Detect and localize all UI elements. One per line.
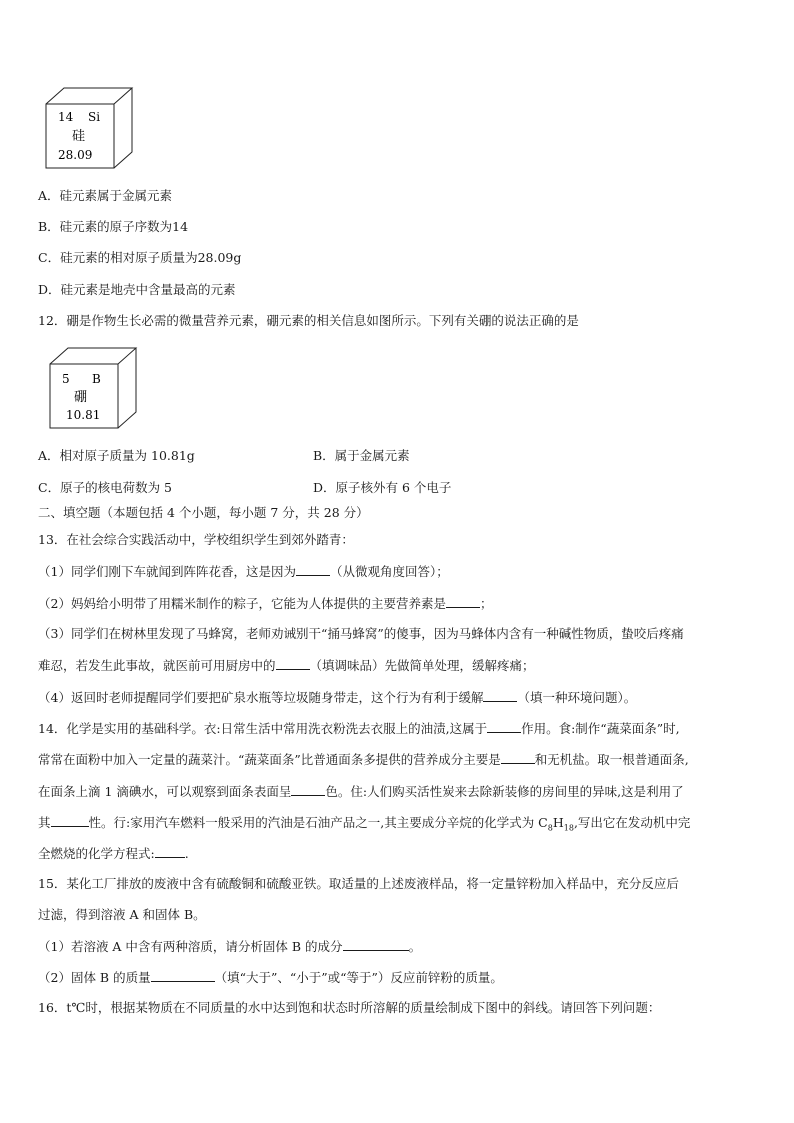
q14-text: 作用。食:制作“蔬菜面条”时, (521, 721, 680, 736)
answer-blank[interactable] (487, 719, 521, 733)
answer-blank[interactable] (51, 813, 89, 827)
q11-option-a: A．硅元素属于金属元素 (38, 188, 173, 203)
q14-text: 常常在面粉中加入一定量的蔬菜汁。“蔬菜面条”比普通面条多提供的营养成分主要是 (38, 752, 501, 767)
q15-text: （2）固体 B 的质量 (38, 970, 151, 985)
q13-part2 (38, 594, 492, 613)
q15-text: 。 (408, 939, 422, 954)
q13-part2-tail: ； (479, 596, 493, 611)
q13-part1-tail: （从微观角度回答）； (329, 564, 449, 579)
answer-blank[interactable] (343, 937, 409, 951)
q14-text: 全燃烧的化学方程式: (38, 846, 155, 861)
q13-part3-tail: （填调味品）先做简单处理，缓解疼痛； (309, 658, 535, 673)
q13-stem: 13．在社会综合实践活动中，学校组织学生到郊外踏青： (38, 532, 354, 547)
q13-part4-text: （4）返回时老师提醒同学们要把矿泉水瓶等垃圾随身带走，这个行为有利于缓解 (38, 690, 484, 705)
q12-option-b: B．属于金属元素 (313, 448, 410, 463)
answer-blank[interactable] (291, 782, 325, 796)
q14-text: 和无机盐。取一根普通面条, (534, 752, 689, 767)
q15-line2: 过滤，得到溶液 A 和固体 B。 (38, 907, 206, 922)
b-mass: 10.81 (66, 408, 101, 422)
b-atomic-number: 5 (62, 372, 70, 386)
q12-option-c: C．原子的核电荷数为 5 (38, 480, 172, 495)
q12-option-a: A．相对原子质量为 10.81g (38, 448, 195, 463)
answer-blank[interactable] (155, 844, 185, 858)
q15-part2 (38, 968, 503, 987)
boron-element-box (48, 346, 138, 432)
q15-text: （1）若溶液 A 中含有两种溶质，请分析固体 B 的成分 (38, 939, 343, 954)
q13-part4-tail: （填一种环境问题）。 (517, 690, 637, 705)
q13-part1-text: （1）同学们刚下车就闻到阵阵花香，这是因为 (38, 564, 296, 579)
q14-text: . (184, 846, 189, 861)
answer-blank[interactable] (446, 594, 480, 608)
q14-text: 在面条上滴 1 滴碘水，可以观察到面条表面呈 (38, 784, 292, 799)
q13-part3-line1: （3）同学们在树林里发现了马蜂窝，老师劝诫别干“捅马蜂窝”的傻事，因为马蜂体内含有一种碱性物质，蛰咬后疼痛 (38, 626, 684, 641)
si-atomic-number: 14 (58, 110, 74, 124)
answer-blank[interactable] (296, 562, 330, 576)
q13-part4 (38, 688, 636, 707)
q14-line3 (38, 782, 684, 801)
q15-line1: 15．某化工厂排放的废液中含有硫酸铜和硫酸亚铁。取适量的上述废液样品，将一定量锌粉加入样品中，充分反应后 (38, 876, 679, 891)
q12-stem: 12．硼是作物生长必需的微量营养元素，硼元素的相关信息如图所示。下列有关硼的说法正确的是 (38, 313, 579, 328)
answer-blank[interactable] (483, 688, 517, 702)
q14-text: 色。住:人们购买活性炭来去除新装修的房间里的异味,这是利用了 (325, 784, 684, 799)
formula-subscript: 18 (563, 823, 574, 833)
b-name: 硼 (74, 390, 88, 405)
si-symbol: Si (88, 110, 101, 124)
q11-option-b: B．硅元素的原子序数为14 (38, 219, 189, 234)
q14-line4 (38, 813, 690, 838)
q15-text: （填“大于”、“小于”或“等于”）反应前锌粉的质量。 (214, 970, 503, 985)
answer-blank[interactable] (501, 750, 535, 764)
silicon-element-box (44, 86, 136, 172)
q14-text: 其 (38, 815, 51, 830)
section-heading: 二、填空题（本题包括 4 个小题，每小题 7 分，共 28 分） (38, 505, 369, 520)
si-name: 硅 (72, 129, 86, 144)
q14-text: 性。行:家用汽车燃料一般采用的汽油是石油产品之一,其主要成分辛烷的化学式为 C (88, 815, 548, 830)
q16-stem: 16．t℃时，根据某物质在不同质量的水中达到饱和状态时所溶解的质量绘制成下图中的斜线。请回答下列问题： (38, 1000, 661, 1015)
q14-text: ,写出它在发动机中完 (573, 815, 691, 830)
answer-blank[interactable] (151, 968, 215, 982)
si-mass: 28.09 (58, 148, 93, 162)
q14-line1 (38, 719, 680, 738)
q13-part3-line2 (38, 656, 535, 675)
q12-option-d: D．原子核外有 6 个电子 (313, 480, 452, 495)
answer-blank[interactable] (276, 656, 310, 670)
q14-text: 14．化学是实用的基础科学。衣:日常生活中常用洗衣粉洗去衣服上的油渍,这属于 (38, 721, 488, 736)
q13-part2-text: （2）妈妈给小明带了用糯米制作的粽子，它能为人体提供的主要营养素是 (38, 596, 446, 611)
q15-part1 (38, 937, 421, 956)
formula-subscript: 8 (547, 823, 553, 833)
q13-part1 (38, 562, 449, 581)
q14-line2 (38, 750, 689, 769)
b-symbol: B (92, 372, 101, 386)
q14-line5 (38, 844, 189, 863)
q13-part3-text: 难忍，若发生此事故，就医前可用厨房中的 (38, 658, 276, 673)
q11-option-c: C．硅元素的相对原子质量为28.09g (38, 250, 242, 265)
q11-option-d: D．硅元素是地壳中含量最高的元素 (38, 282, 236, 297)
formula-element: H (552, 815, 564, 830)
